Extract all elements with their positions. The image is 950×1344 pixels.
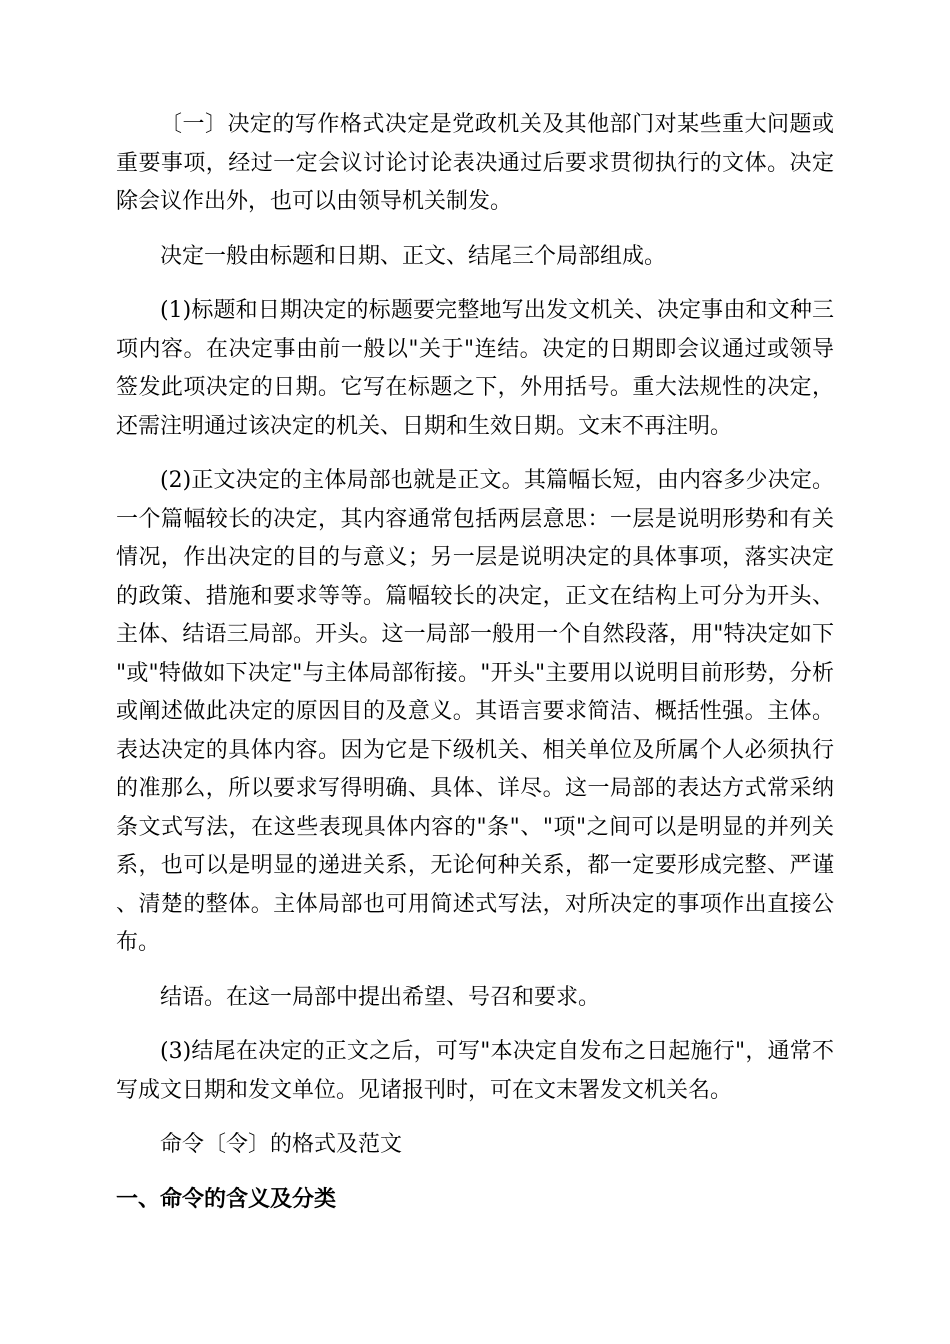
paragraph-decision-format: 〔一〕决定的写作格式决定是党政机关及其他部门对某些重大问题或重要事项，经过一定会议讨论讨论表决通过后要求贯彻执行的文体。决定除会议作出外，也可以由领导机关制发。 <box>116 112 834 214</box>
document-body <box>116 106 834 1219</box>
section-heading: 一、命令的含义及分类 <box>116 1186 337 1212</box>
paragraph-conclusion: 结语。在这一局部中提出希望、号召和要求。 <box>160 984 601 1010</box>
paragraph-command-format: 命令〔令〕的格式及范文 <box>160 1132 403 1157</box>
paragraph-ending: (3)结尾在决定的正文之后，可写"本决定自发布之日起施行"，通常不写成文日期和发文单位。见诸报刊时，可在文末署发文机关名。 <box>116 1039 834 1103</box>
paragraph-title-and-date: (1)标题和日期决定的标题要完整地写出发文机关、决定事由和文种三项内容。在决定事由前一般以"关于"连结。决定的日期即会议通过或领导签发此项决定的日期。它写在标题之下，外用括号。重大法规性的决定，还需注明通过该决定的机关、日期和生效日期。文末不再注明。 <box>116 298 834 439</box>
paragraph-decision-parts: 决定一般由标题和日期、正文、结尾三个局部组成。 <box>160 243 667 269</box>
paragraph-main-text: (2)正文决定的主体局部也就是正文。其篇幅长短，由内容多少决定。一个篇幅较长的决定，其内容通常包括两层意思：一层是说明形势和有关情况，作出决定的目的与意义；另一层是说明决定的具体事项，落实决定的政策、措施和要求等等。篇幅较长的决定，正文在结构上可分为开头、主体、结语三局部。开头。这一局部一般用一个自然段落，用"特决定如下"或"特做如下决定"与主体局部衔接。"开头"主要用以说明目前形势，分析或阐述做此决定的原因目的及意义。其语言要求简洁、概括性强。主体。表达决定的具体内容。因为它是下级机关、相关单位及所属个人必须执行的准那么，所以要求写得明确、具体、详尽。这一局部的表达方式常采纳条文式写法，在这些表现具体内容的"条"、"项"之间可以是明显的并列关系，也可以是明显的递进关系，无论何种关系，都一定要形成完整、严谨、清楚的整体。主体局部也可用简述式写法，对所决定的事项作出直接公布。 <box>116 468 834 955</box>
